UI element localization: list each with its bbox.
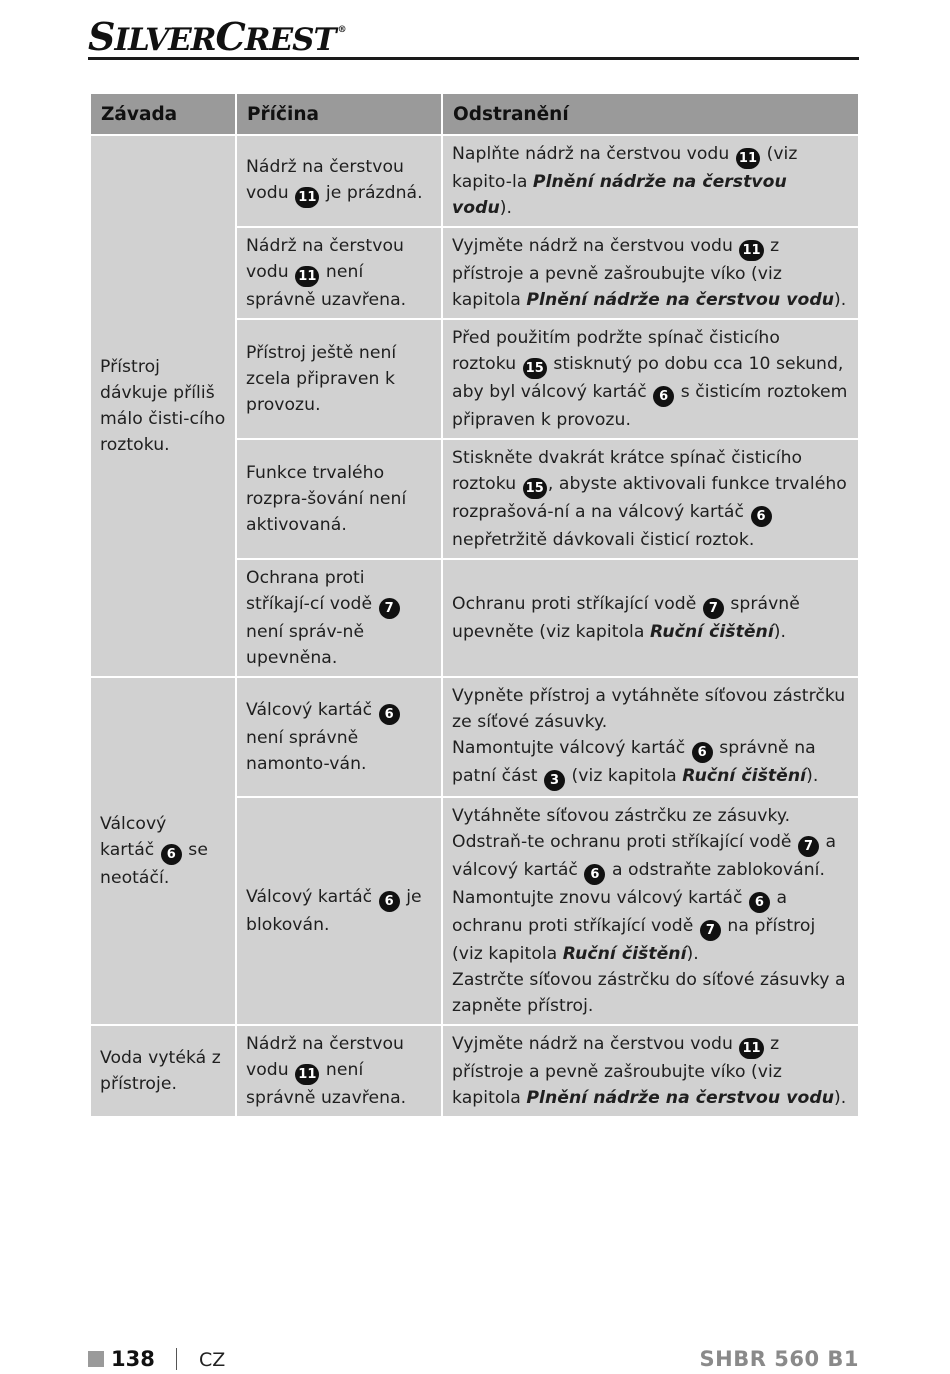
chapter-reference: Plnění nádrže na čerstvou vodu [452,172,787,218]
item-number-badge: 6 [692,742,713,763]
cause-cell: Válcový kartáč 6 je blokován. [237,798,441,1024]
remedy-cell: Stiskněte dvakrát krátce spínač čisticího roztoku 15 , abyste aktivovali funkce trvalého rozprašová-ní a na válcový kartáč 6 nepřetržitě dávkovali čisticí roztok. [443,440,858,558]
item-number-badge: 6 [379,891,400,912]
header-fault: Závada [91,94,235,134]
item-number-badge: 7 [700,920,721,941]
fault-cell: Přístroj dávkuje příliš málo čisti-cího roztoku. [91,136,235,676]
table-row [91,678,858,796]
chapter-reference: Plnění nádrže na čerstvou vodu [526,1088,834,1108]
remedy-cell: Vyjměte nádrž na čerstvou vodu 11 z přístroje a pevně zašroubujte víko (viz kapitola Plnění nádrže na čerstvou vodu). [443,228,858,318]
table-row [91,1026,858,1116]
item-number-badge: 7 [703,598,724,619]
item-number-badge: 6 [161,844,182,865]
cause-cell: Nádrž na čerstvou vodu 11 je prázdná. [237,136,441,226]
item-number-badge: 6 [379,704,400,725]
cause-cell: Nádrž na čerstvou vodu 11 není správně uzavřena. [237,228,441,318]
cause-cell: Nádrž na čerstvou vodu 11 není správně uzavřena. [237,1026,441,1116]
cause-cell: Válcový kartáč 6 není správně namonto-ván. [237,678,441,796]
page-footer [88,1345,859,1374]
table-row [91,136,858,226]
language-code: CZ [199,1349,226,1371]
item-number-badge: 11 [295,266,319,287]
item-number-badge: 11 [739,1038,763,1059]
footer-square-icon [88,1351,104,1367]
item-number-badge: 11 [295,187,319,208]
item-number-badge: 6 [749,892,770,913]
item-number-badge: 15 [523,478,547,499]
page-number: 138 [111,1347,155,1371]
troubleshooting-table [89,92,860,1118]
fault-cell: Voda vytéká z přístroje. [91,1026,235,1116]
brand-logo: SILVERCREST ® [88,14,346,59]
item-number-badge: 3 [544,770,565,791]
header-cause: Příčina [237,94,441,134]
remedy-cell: Naplňte nádrž na čerstvou vodu 11 (viz kapito-la Plnění nádrže na čerstvou vodu). [443,136,858,226]
fault-cell: Válcový kartáč 6 se neotáčí. [91,678,235,1024]
item-number-badge: 6 [751,506,772,527]
chapter-reference: Ruční čištění [682,766,807,786]
cause-cell: Ochrana proti stříkají-cí vodě 7 není správ-ně upevněna. [237,560,441,676]
item-number-badge: 7 [798,836,819,857]
chapter-reference: Ruční čištění [649,622,774,642]
remedy-cell: Před použitím podržte spínač čisticího roztoku 15 stisknutý po dobu cca 10 sekund, aby byl válcový kartáč 6 s čisticím roztokem připraven k provozu. [443,320,858,438]
remedy-cell: Vytáhněte síťovou zástrčku ze zásuvky. Odstraň-te ochranu proti stříkající vodě 7 a válcový kartáč 6 a odstraňte zablokování. Namontujte znovu válcový kartáč 6 a ochranu proti stříkající vodě 7 na přístroj (viz kapitola Ruční čištění). Zastrčte síťovou zástrčku do síťové zásuvky a zapněte přístroj. [443,798,858,1024]
page-header [88,10,859,60]
remedy-cell: Vypněte přístroj a vytáhněte síťovou zástrčku ze síťové zásuvky. Namontujte válcový kartáč 6 správně na patní část 3 (viz kapitola Ruční čištění). [443,678,858,796]
cause-cell: Funkce trvalého rozpra-šování není aktivovaná. [237,440,441,558]
item-number-badge: 6 [584,864,605,885]
item-number-badge: 15 [523,358,547,379]
cause-cell: Přístroj ještě není zcela připraven k provozu. [237,320,441,438]
item-number-badge: 11 [295,1064,319,1085]
model-number: SHBR 560 B1 [699,1347,859,1371]
item-number-badge: 6 [653,386,674,407]
item-number-badge: 11 [739,240,763,261]
footer-divider [176,1348,177,1370]
item-number-badge: 11 [736,148,760,169]
remedy-cell: Vyjměte nádrž na čerstvou vodu 11 z přístroje a pevně zašroubujte víko (viz kapitola Plnění nádrže na čerstvou vodu). [443,1026,858,1116]
chapter-reference: Plnění nádrže na čerstvou vodu [526,290,834,310]
remedy-cell: Ochranu proti stříkající vodě 7 správně upevněte (viz kapitola Ruční čištění). [443,560,858,676]
table-header-row [91,94,858,134]
chapter-reference: Ruční čištění [562,944,687,964]
header-remedy: Odstranění [443,94,858,134]
item-number-badge: 7 [379,598,400,619]
